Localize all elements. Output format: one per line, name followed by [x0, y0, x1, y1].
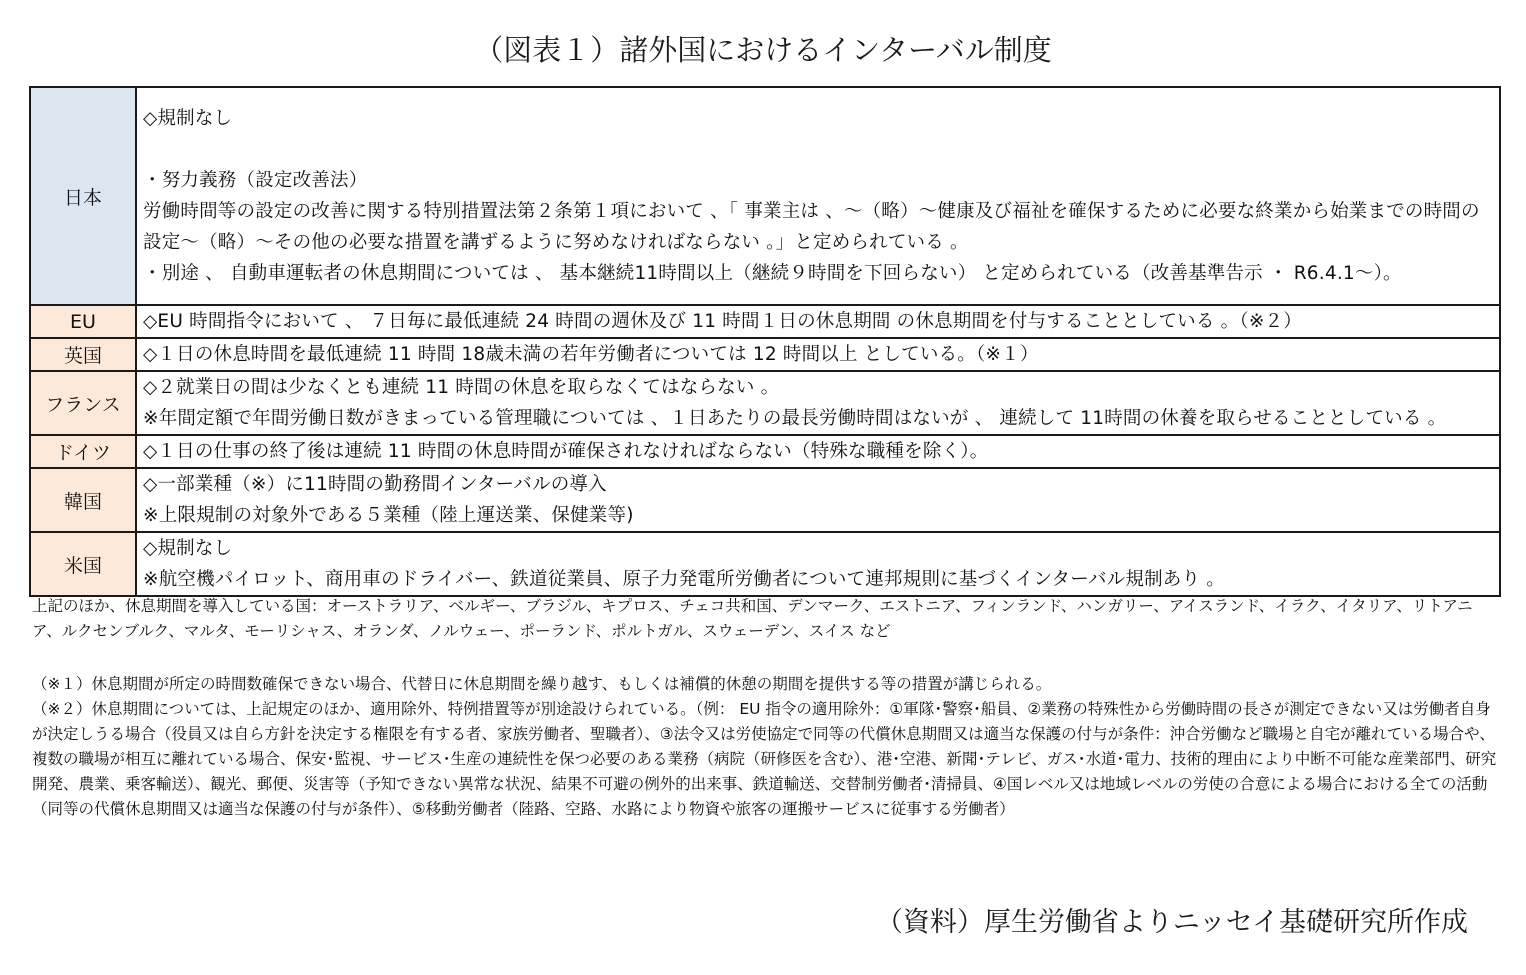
country-cell-japan: 日本	[30, 87, 136, 305]
table-row	[30, 532, 1500, 596]
description-line: ※年間定額で年間労働日数がきまっている管理職については 、１日あたりの最長労働時間はないが 、 連続して 11時間の休養を取らせることとしている 。	[143, 408, 1447, 429]
footnote-2: （※２）休息期間については、上記規定のほか、適用除外、特例措置等が別途設けられている。（例： EU 指令の適用除外：①軍隊･警察･船員、②業務の特殊性から労働時間の長さが測定できない又は労働者自身が決定しうる場合（役員又は自ら方針を決定する権限を有する者、家族労働者、聖職者）、③法令又は労使協定で同等の代償休息期間又は適当な保護の付与が条件：沖合労働など職場と自宅が離れている場合や、複数の職場が相互に離れている場合、保安･監視、サービス･生産の連続性を保つ必要のある業務（病院（研修医を含む）、港･空港、新聞･テレビ、ガス･水道･電力、技術的理由により中断不可能な産業部門、研究開発、農業、乗客輸送）、観光、郵便、災害等（予知できない異常な状況、結果不可避の例外的出来事、鉄道輸送、交替制労働者･清掃員、④国レベル又は地域レベルの労使の合意による場合における全ての活動（同等の代償休息期間又は適当な保護の付与が条件）、⑤移動労働者（陸路、空路、水路により物資や旅客の運搬サービスに従事する労働者）	[32, 700, 1497, 818]
footnote-1: （※１）休息期間が所定の時間数確保できない場合、代替日に休息期間を繰り越す、もしくは補償的休憩の期間を提供する等の措置が講じられる。	[32, 675, 1052, 693]
table-row	[30, 305, 1500, 338]
description-cell-japan	[136, 87, 1500, 305]
description-line: ◇１日の仕事の終了後は連続 11 時間の休息時間が確保されなければならない（特殊な職種を除く）。	[143, 441, 989, 462]
description-line: ※上限規制の対象外である５業種（陸上運送業、保健業等)	[143, 505, 634, 526]
table-row	[30, 338, 1500, 371]
other-countries-note: 上記のほか、休息期間を導入している国：オーストラリア、ベルギー、ブラジル、キプロス、チェコ共和国、デンマーク、エストニア、フィンランド、ハンガリー、アイスランド、イラク、イタリア、リトアニア、ルクセンブルク、マルタ、モーリシャス、オランダ、ノルウェー、ポーランド、ポルトガル、スウェーデン、スイス など	[32, 597, 1473, 640]
description-cell-uk	[136, 338, 1500, 371]
description-line: ・努力義務（設定改善法）	[143, 170, 368, 191]
figure-title: （図表１）諸外国におけるインターバル制度	[474, 33, 1052, 67]
interval-system-table	[29, 86, 1501, 597]
notes-section	[32, 594, 1502, 822]
country-cell-uk: 英国	[30, 338, 136, 371]
source-credit: （資料）厚生労働省よりニッセイ基礎研究所作成	[875, 907, 1468, 938]
spacer	[32, 644, 1502, 672]
description-paragraph: 労働時間等の設定の改善に関する特別措置法第２条第１項において 、「 事業主は 、～（略）～健康及び福祉を確保するために必要な終業から始業までの時間の設定～（略）～その他の必要な措置を講ずるように努めなければならない 。」と定められている 。	[143, 201, 1480, 253]
country-cell-eu: EU	[30, 305, 136, 338]
description-line: ◇規制なし	[143, 108, 233, 129]
description-cell-eu	[136, 305, 1500, 338]
description-paragraph: ・別途 、 自動車運転者の休息期間については 、 基本継続11時間以上（継続９時間を下回らない） と定められている（改善基準告示 ・ R6.4.1～）。	[143, 263, 1402, 284]
description-cell-usa	[136, 532, 1500, 596]
country-cell-germany: ドイツ	[30, 435, 136, 468]
description-line: ◇２就業日の間は少なくとも連続 11 時間の休息を取らなくてはならない 。	[143, 377, 780, 398]
blank-line	[143, 134, 1495, 165]
description-line: ※航空機パイロット、商用車のドライバー、鉄道従業員、原子力発電所労働者について連邦規則に基づくインターバル規制あり 。	[143, 569, 1225, 590]
country-cell-korea: 韓国	[30, 468, 136, 532]
description-cell-korea	[136, 468, 1500, 532]
table-row	[30, 371, 1500, 435]
description-line: ◇EU 時間指令において 、 ７日毎に最低連続 24 時間の週休及び 11 時間１日の休息期間 の休息期間を付与することとしている 。（※２）	[143, 311, 1302, 332]
description-line: ◇一部業種（※）に11時間の勤務間インターバルの導入	[143, 474, 607, 495]
country-cell-france: フランス	[30, 371, 136, 435]
description-cell-france	[136, 371, 1500, 435]
description-cell-germany	[136, 435, 1500, 468]
table-row	[30, 435, 1500, 468]
table-row	[30, 87, 1500, 305]
country-cell-usa: 米国	[30, 532, 136, 596]
description-line: ◇１日の休息時間を最低連続 11 時間 18歳未満の若年労働者については 12 時間以上 としている。（※１）	[143, 344, 1039, 365]
description-line: ◇規制なし	[143, 538, 233, 559]
table-row	[30, 468, 1500, 532]
